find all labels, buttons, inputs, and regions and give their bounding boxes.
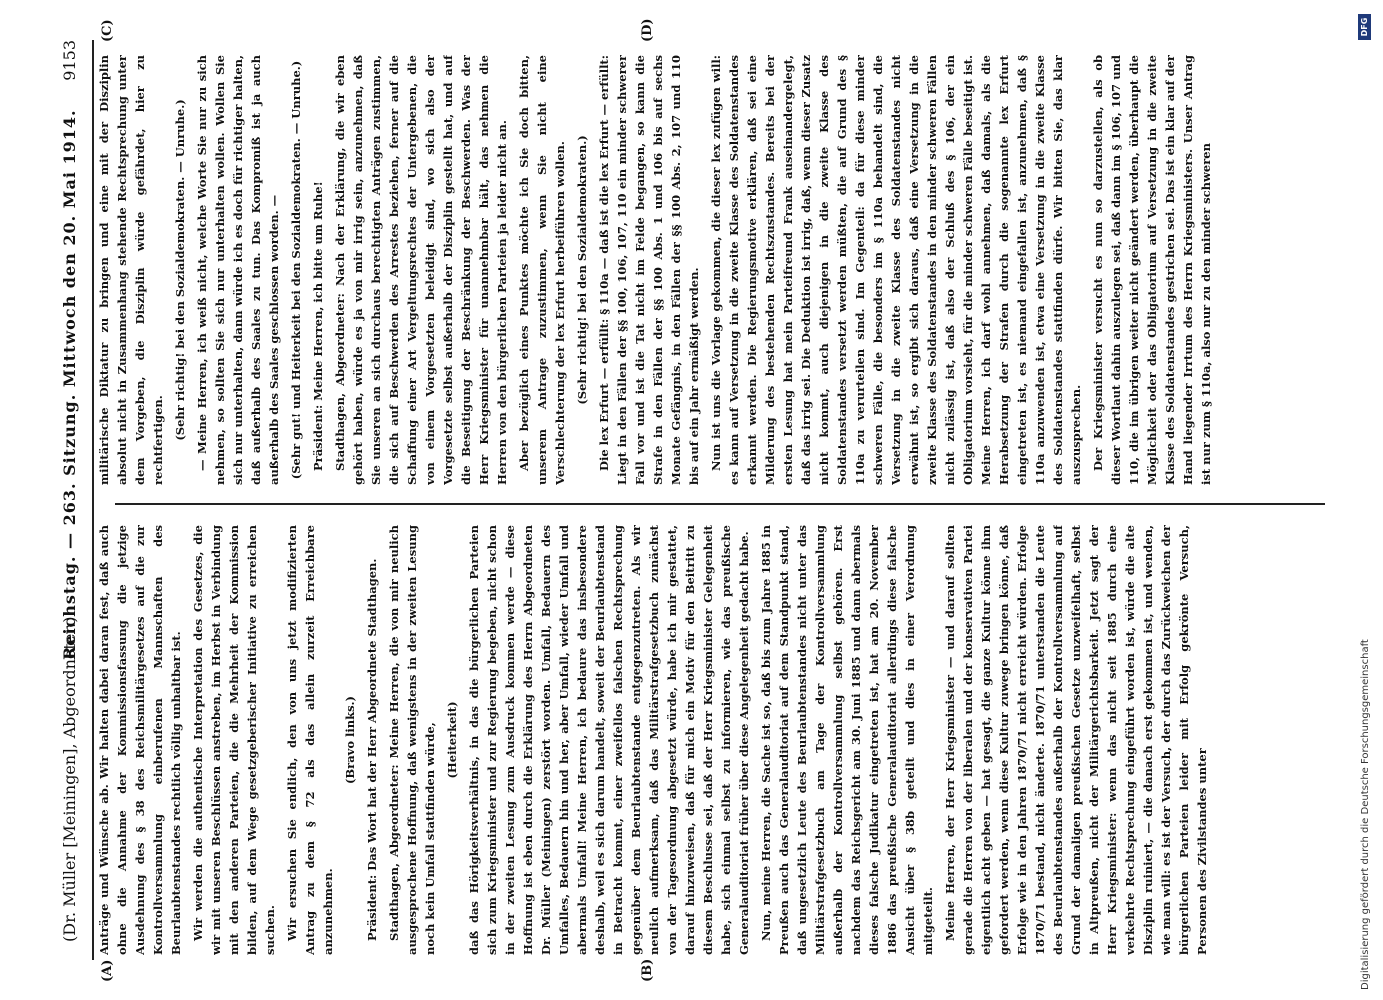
paragraph: militärische Diktatur zu bringen und eine mit der Disziplin absolut nicht in Zusammenhang stehende Rechtsprechung unter dem Vorgeben, die Disziplin würde gefährdet, hier zu rechtfertigen. (97, 55, 165, 485)
page-number: 9153 (60, 40, 79, 81)
column-divider (115, 503, 1325, 505)
left-column (95, 525, 1335, 955)
paragraph: Stadthagen, Abgeordneter: Meine Herren, die von mir neulich ausgesprochene Hoffnung, daß wenigstens in der zweiten Lesung noch kein Umfall stattfinden würde, (387, 525, 437, 955)
interjection: (Sehr gut! und Heiterkeit bei den Sozialdemokraten. — Unruhe.) (289, 60, 303, 480)
paragraph: Nun, meine Herren, die Sache ist so, daß bis zum Jahre 1885 in Preußen auch das Generalauditoriat auf dem Standpunkt stand, daß ungesetzlich Leute des Beurlaubtenstandes nicht unter das Militärstrafgesetzbuch am Tage der Kontrollversammlung außerhalb der Kontrollversammlung selbst gehören. Erst nachdem das Reichsgericht am 30. Juni 1885 und dann abermals dieses falsche Judikatur eingetreten ist, hat am 20. November 1886 das preußische Generalauditoriat allerdings diese falsche Ansicht über § 38b geteilt und dies in einer Verordnung mitgeteilt. (759, 525, 935, 955)
running-head (60, 40, 90, 960)
right-column (95, 55, 1335, 485)
interjection: (Sehr richtig! bei den Sozialdemokraten. — Unruhe.) (173, 99, 187, 441)
speaker-line: Präsident: Meine Herren, ich bitte um Ruhe! (311, 181, 325, 471)
interjection: (Heiterkeit) (445, 701, 459, 779)
speaker-line: Präsident: Das Wort hat der Herr Abgeordnete Stadthagen. (365, 558, 379, 941)
speaker-note: (Dr. Müller [Meiningen], Abgeordneter.) (60, 616, 79, 942)
paragraph: Meine Herren, der Herr Kriegsminister — und darauf sollten gerade die Herren von der liberalen und der konservativen Partei eigentlich acht geben — hat gesagt, die ganze Kultur könne ihm gefordert werden, wenn diese Kultur zuwege bringen könne, daß Erfolge wie in den Jahren 1870/71 nicht erreicht würden. Erfolge 1870/71 bestand, nicht änderte. 1870/71 unterstanden die Leute des Beurlaubtenstandes außerhalb der Kontrollversammlung auf Grund der damaligen preußischen Gesetze unzweifelhaft, selbst in Altpreußen, nicht der Militärgerichtsbarkeit. Jetzt sagt der Herr Kriegsminister: wenn das nicht seit 1885 durch eine verkehrte Rechtsprechung eingeführt worden ist, würde die alte Disziplin ruiniert, — die danach erst gekommen ist, und wenden, wie man will: es ist der Versuch, der durch das Zurückweichen der bürgerlichen Parteien leider mit Erfolg gekrönte Versuch, Personen des Zivilstandes unter (943, 525, 1209, 955)
margin-marker-c: (C) (100, 19, 115, 42)
margin-marker-a: (A) (100, 959, 115, 982)
paragraph: Anträge und Wünsche ab. Wir halten dabei daran fest, daß auch ohne die Annahme der Kommissionsfassung die jetzige Ausdehnung des § 38 des Reichsmilitärgesetzes auf die zur Kontrollversammlung einberufenen Mannschaften des Beurlaubtenstandes rechtlich völlig unhaltbar ist. (97, 525, 183, 955)
interjection: (Sehr richtig! bei den Sozialdemokraten.) (575, 135, 589, 405)
session-title: Reichstag. — 263. Sitzung. Mittwoch den 20. Mai 1914. (60, 109, 79, 660)
paragraph: Nun ist uns die Vorlage gekommen, die dieser lex zufügen will: es kann auf Versetzung in die zweite Klasse des Soldatenstandes erkannt werden. Die Regierungsmotive erklären, daß sei eine Milderung des bestehenden Rechtszustandes. Bereits bei der ersten Lesung hat mein Parteifreund Frank auseinandergelegt, daß das irrig sei. Die Deduktion ist irrig, daß, wenn dieser Zusatz nicht kommt, auch diejenigen in die zweite Klasse des Soldatenstandes versetzt werden müßten, die auf Grund des § 110a zu verurteilen sind. Im Gegenteil: da für diese minder schweren Fälle, die besonders im § 110a behandelt sind, die Versetzung in die zweite Klasse des Soldatenstandes nicht erwähnt ist, so ergibt sich daraus, daß eine Versetzung in die zweite Klasse des Soldatenstandes in den minder schweren Fällen nicht zulässig ist, daß also der Schluß des § 106, der ein Obligatorium vorsieht, für die minder schweren Fälle beseitigt ist. Meine Herren, ich darf wohl annehmen, daß damals, als die Herabsetzung der Strafen durch die sogenannte lex Erfurt eingetreten ist, es niemand eingefallen ist, anzunehmen, daß § 110a anzuwenden ist, etwa eine Versetzung in die zweite Klasse des Soldatenstandes stattfinden dürfe. Wir bitten Sie, das klar auszusprechen. (709, 55, 1083, 485)
paragraph: Aber bezüglich eines Punktes möchte ich Sie doch bitten, unserem Antrage zuzustimmen, wenn Sie nicht eine Verschlechterung der lex Erfurt herbeiführen wollen. (517, 55, 567, 485)
interjection: (Bravo links.) (343, 696, 357, 785)
header-rule (92, 40, 94, 960)
dfg-logo: DFG (1358, 14, 1371, 40)
margin-marker-b: (B) (640, 958, 655, 982)
paragraph: Wir werden die authentische Interpretation des Gesetzes, die wir mit unseren Beschlüssen anstreben, im Herbst in Verbindung mit den anderen Parteien, die die Mehrheit der Kommission bilden, auf dem Wege gesetzgeberischer Initiative zu erreichen suchen. (191, 525, 277, 955)
footer (1350, 0, 1380, 1000)
margin-marker-d: (D) (640, 18, 655, 42)
digitization-credit: Digitalisierung gefördert durch die Deutsche Forschungsgemeinschaft (1360, 639, 1371, 990)
paragraph: daß das Hörigkeitsverhältnis, in das die bürgerlichen Parteien sich zum Kriegsminister und zur Regierung begeben, nicht schon in der zweiten Lesung zum Ausdruck kommen werde — diese Hoffnung ist eben durch die Erklärung des Herrn Abgeordneten Dr. Müller (Meiningen) zerstört worden. Umfall, Bedauern des Umfalles, Bedauern hin und her, aber Umfall, wieder Umfall und abermals Umfall! Meine Herren, ich bedaure das insbesondere deshalb, weil es sich darum handelt, soweit der Beurlaubtenstand in Betracht kommt, einer zweifellos falschen Rechtsprechung gegenüber dem Beurlaubtenstande entgegenzutreten. Als wir neulich aufmerksam, daß das Militärstrafgesetzbuch zunächst von der Tagesordnung abgesetzt würde, habe ich mir gestattet, darauf hinzuweisen, daß für mich ein Motiv für den Beitritt zu diesem Beschlusse sei, daß der Herr Kriegsminister Gelegenheit habe, sich einmal selbst zu informieren, wie das preußische Generalauditoriat früher über diese Angelegenheit gedacht habe. (467, 525, 751, 955)
paragraph: Stadthagen, Abgeordneter: Nach der Erklärung, die wir eben gehört haben, würde es ja von mir irrig sein, anzunehmen, daß Sie unseren an sich durchaus berechtigten Anträgen zustimmen, die sich auf Beschwerden des Arrestes beziehen, ferner auf die Schaffung einer Art Vergeltungsrechtes der Untergebenen, die von einem Vorgesetzten beleidigt sind, wo sich also der Vorgesetzte selbst außerhalb der Disziplin gestellt hat, und auf die Beseitigung der Beschränkung der Beschwerden. Was der Herr Kriegsminister für unannehmbar hält, das nehmen die Herren von den bürgerlichen Parteien ja leider nicht an. (333, 55, 509, 485)
paragraph: — Meine Herren, ich weiß nicht, welche Worte Sie nur zu sich nehmen, so sollten Sie sich nur unterhalten wollen. Wollen Sie sich nur unterhalten, dann würde ich es doch für richtiger halten, daß außerhalb des Saales zu tun. Das Kompromiß ist ja auch außerhalb des Saales geschlossen worden. — (195, 55, 281, 485)
paragraph: Die lex Erfurt — erfüllt: § 110a — daß ist die lex Erfurt — erfüllt: Liegt in den Fällen der §§ 100, 106, 107, 110 ein minder schwerer Fall vor und ist die Tat nicht im Felde begangen, so kann die Strafe in den Fällen der §§ 100 Abs. 1 und 106 bis auf sechs Monate Gefängnis, in den Fällen der §§ 100 Abs. 2, 107 und 110 bis auf ein Jahr ermäßigt werden. (597, 55, 701, 485)
paragraph: Wir ersuchen Sie endlich, den von uns jetzt modifizierten Antrag zu dem § 72 als das allein zurzeit Erreichbare anzunehmen. (285, 525, 335, 955)
paragraph: Der Kriegsminister versucht es nun so darzustellen, als ob dieser Wortlaut dahin auszulegen sei, daß dann im § 106, 107 und 110, die im übrigen weiter nicht geändert werden, überhaupt die Möglichkeit oder das Obligatorium auf Versetzung in die zweite Klasse des Soldatenstandes gestrichen sei. Das ist ein klar auf der Hand liegender Irrtum des Herrn Kriegsministers. Unser Antrag ist nur zum § 110a, also nur zu den minder schweren (1091, 55, 1213, 485)
